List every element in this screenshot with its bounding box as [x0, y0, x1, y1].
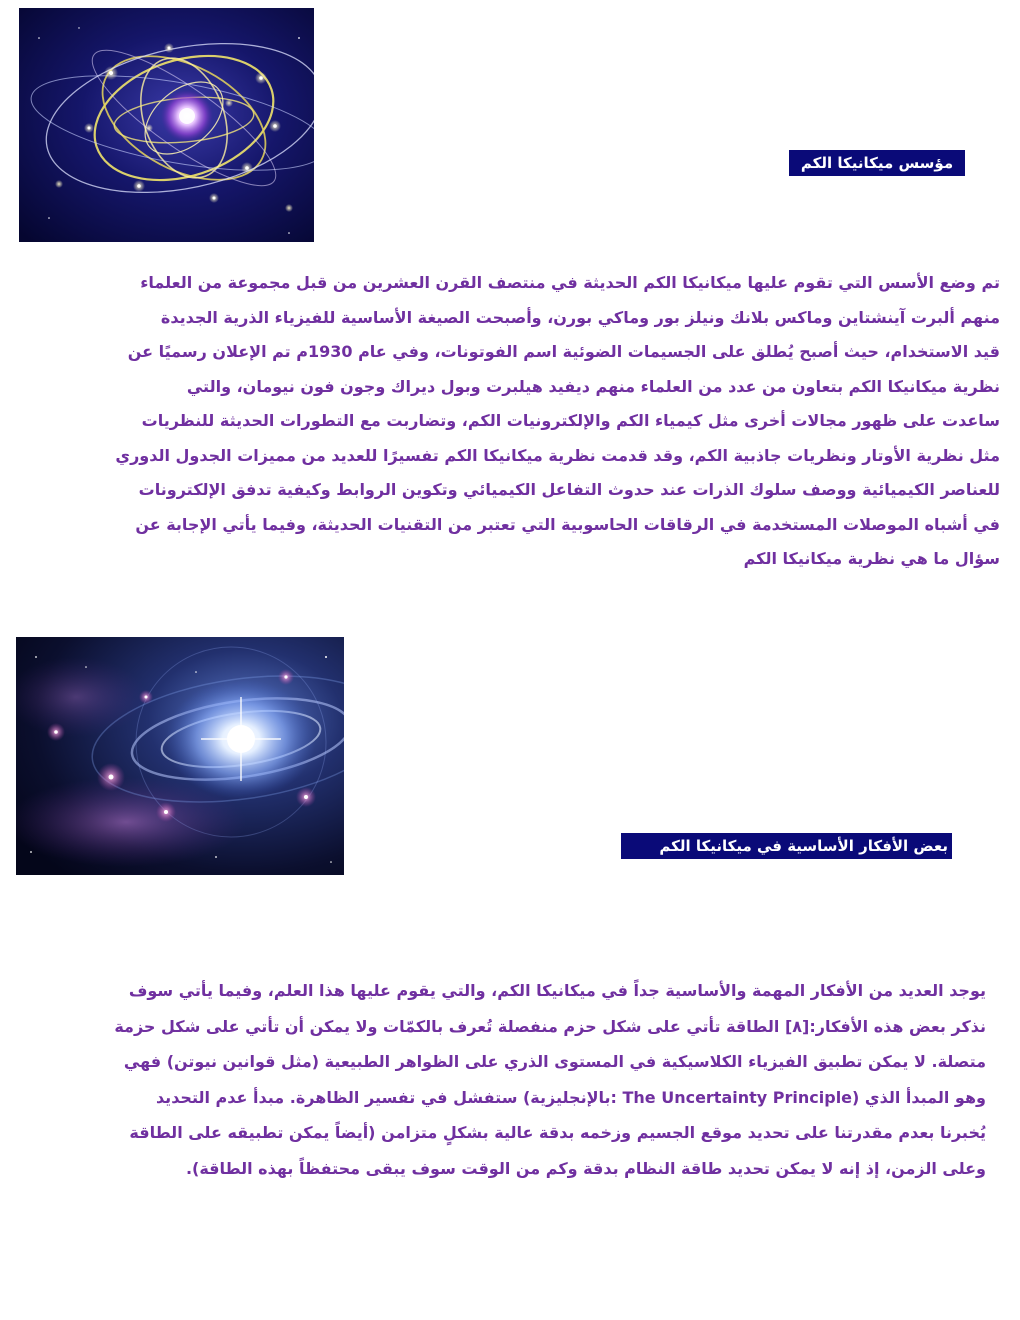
- atom-orbits-image: [19, 8, 314, 242]
- paragraph-line: للعناصر الكيميائية ووصف سلوك الذرات عند حدوث التفاعل الكيميائي وتكوين الروابط وكيفية تدفق الإلكترونات: [138, 480, 1000, 499]
- paragraph-line: وعلى الزمن، إذ إنه لا يمكن تحديد طاقة النظام بدقة وكم من الوقت سوف يبقى محتفظاً بهذه الطاقة).: [185, 1158, 986, 1178]
- paragraph-line: ساعدت على ظهور مجالات أخرى مثل كيمياء الكم والإلكترونيات الكم، وتضاربت مع التطورات الحديثة للنظريات: [141, 411, 1000, 430]
- paragraph-line: منهم ألبرت آينشتاين وماكس بلانك ونيلز بور وماكي بورن، وأصبحت الصيغة الأساسية للفيزياء الذرية الجديدة: [160, 307, 1000, 327]
- paragraph-line: قيد الاستخدام، حيث أصبح يُطلق على الجسيمات الضوئية اسم الفوتونات، وفي عام 1930م تم الإعلان رسميًا عن: [127, 342, 1000, 361]
- paragraph-line: سؤال ما هي نظرية ميكانيكا الكم: [743, 549, 1000, 568]
- galaxy-image: [16, 637, 344, 875]
- section1-paragraph: [24, 266, 1000, 577]
- paragraph-line: وهو المبدأ الذي (The Uncertainty Principle :بالإنجليزية) ستفشل في تفسير الظاهرة. مبدأ عدم التحديد: [155, 1087, 986, 1107]
- paragraph-line: متصلة. لا يمكن تطبيق الفيزياء الكلاسيكية في المستوى الذري على الظواهر الطبيعية (مثل قوانين نيوتن) فهي: [123, 1052, 986, 1071]
- paragraph-line: يوجد العديد من الأفكار المهمة والأساسية جداً في ميكانيكا الكم، والتي يقوم عليها هذا العلم، وفيما يأتي سوف: [128, 981, 986, 1000]
- paragraph-line: في أشباه الموصلات المستخدمة في الرقاقات الحاسوبية التي تعتبر من التقنيات الحديثة، وفيما يأتي الإجابة عن: [135, 514, 1000, 534]
- paragraph-line: تم وضع الأسس التي تقوم عليها ميكانيكا الكم الحديثة في منتصف القرن العشرين من قبل مجموعة من العلماء: [140, 273, 1000, 292]
- paragraph-line: مثل نظرية الأوتار ونظريات جاذبية الكم، وقد قدمت نظرية ميكانيكا الكم تفسيرًا للعديد من مميزات الجدول الدوري: [115, 445, 1000, 465]
- paragraph-line: يُخبرنا بعدم مقدرتنا على تحديد موقع الجسيم وزخمه بدقة عالية بشكلٍ متزامن (أيضاً يمكن تطبيقه على الطاقة: [129, 1123, 986, 1142]
- paragraph-line: نظرية ميكانيكا الكم بتعاون من عدد من العلماء منهم ديفيد هيلبرت وبول ديراك وجون فون نيومان، والتي: [186, 376, 1000, 396]
- paragraph-line: نذكر بعض هذه الأفكار:[٨] الطاقة تأتي على شكل حزم منفصلة تُعرف بالكمّات ولا يمكن أن تأتي على شكل حزمة: [114, 1016, 986, 1036]
- section2-paragraph: [18, 973, 986, 1186]
- section2-caption: بعض الأفكار الأساسية في ميكانيكا الكم: [621, 833, 952, 859]
- section1-caption: مؤسس ميكانيكا الكم: [789, 150, 965, 176]
